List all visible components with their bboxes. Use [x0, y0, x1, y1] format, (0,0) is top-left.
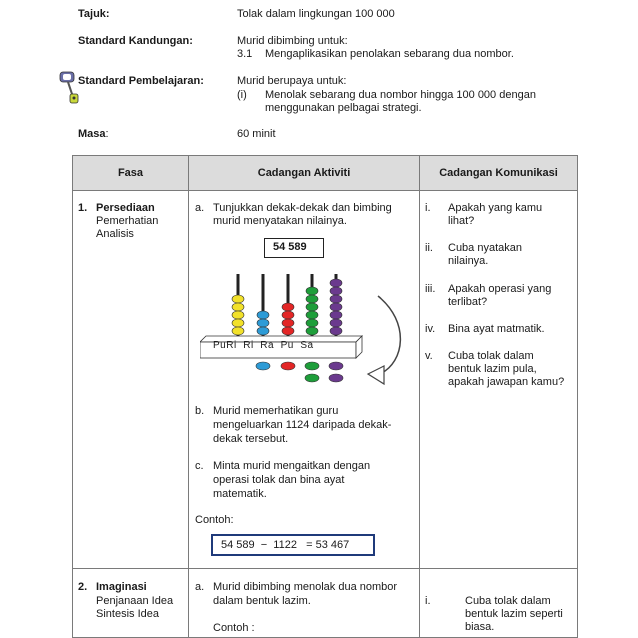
row1-a-line2: murid menyatakan nilainya.: [213, 215, 347, 227]
standard-pembelajaran-label: Standard Pembelajaran:: [78, 75, 204, 87]
row1-c-line3: matematik.: [213, 488, 267, 500]
row2-a-line2: dalam bentuk lazim.: [213, 595, 311, 607]
row1-a-line1: Tunjukkan dekak-dekak dan bimbing: [213, 202, 392, 214]
row1-c-line2: operasi tolak dan bina ayat: [213, 474, 345, 486]
comm-mark: ii.: [425, 242, 433, 254]
removed-bead-ribu: [256, 362, 270, 370]
tajuk-value: Tolak dalam lingkungan 100 000: [237, 8, 395, 20]
abacus-value-box: 54 589: [264, 238, 324, 258]
row1-a-mark: a.: [195, 202, 205, 214]
row2-number: 2.: [78, 581, 88, 593]
comm-line: Apakah operasi yang: [448, 283, 552, 295]
row1-b-mark: b.: [195, 405, 205, 417]
masa-value: 60 minit: [237, 128, 276, 140]
row2-comm-mark: i.: [425, 595, 431, 607]
comm-line: Cuba nyatakan: [448, 242, 522, 254]
row2-comm-line2: bentuk lazim seperti: [465, 608, 563, 620]
comm-mark: v.: [425, 350, 433, 362]
row1-c-mark: c.: [195, 460, 204, 472]
comm-line: Cuba tolak dalam: [448, 350, 534, 362]
masa-label: Masa: [78, 128, 106, 140]
abacus-beads-puluh-ribu: [232, 295, 244, 335]
col-header-fasa: Fasa: [72, 155, 189, 191]
row1-b-line1: Murid memerhatikan guru: [213, 405, 339, 417]
standard-pembelajaran-number: (i): [237, 89, 247, 101]
abacus-beads-puluh: [306, 287, 318, 335]
standard-kandungan-number: 3.1: [237, 48, 253, 60]
row1-c-line1: Minta murid mengaitkan dengan: [213, 460, 371, 472]
comm-mark: i.: [425, 202, 431, 214]
standard-kandungan-line2: Mengaplikasikan penolakan sebarang dua nombor.: [265, 48, 514, 60]
removed-bead-sa: [329, 362, 343, 370]
row1-number: 1.: [78, 202, 88, 214]
row2-comm-line3: biasa.: [465, 621, 495, 633]
row2-sub2: Sintesis Idea: [96, 608, 159, 620]
equation-box: 54 589 − 1122 = 53 467: [211, 534, 375, 556]
comm-mark: iii.: [425, 283, 436, 295]
abacus-beads-sa: [330, 279, 342, 335]
masa-label-group: [78, 128, 109, 140]
abacus-beads-ratus: [282, 303, 294, 335]
removed-bead-puluh: [305, 374, 319, 382]
standard-kandungan-label: Standard Kandungan:: [78, 35, 193, 47]
comm-mark: iv.: [425, 323, 436, 335]
abacus-place-labels: PuRi Ri Ra Pu Sa: [213, 340, 314, 351]
col-header-komunikasi: Cadangan Komunikasi: [419, 155, 578, 191]
standard-kandungan-line1: Murid dibimbing untuk:: [237, 35, 348, 47]
removed-bead-ratus: [281, 362, 295, 370]
standard-pembelajaran-line2b: menggunakan pelbagai strategi.: [265, 102, 422, 114]
row2-comm-line1: Cuba tolak dalam: [465, 595, 551, 607]
removed-bead-puluh: [305, 362, 319, 370]
row2-a-line1: Murid dibimbing menolak dua nombor: [213, 581, 398, 593]
row2-contoh: Contoh :: [213, 622, 255, 634]
abacus: [200, 262, 410, 392]
standard-pembelajaran-line1: Murid berupaya untuk:: [237, 75, 347, 87]
abacus-beads-ribu: [257, 311, 269, 335]
row1-b-line3: dekak tersebut.: [213, 433, 289, 445]
comm-line: nilainya.: [448, 255, 489, 267]
row1-contoh: Contoh:: [195, 514, 234, 526]
row2-sub1: Penjanaan Idea: [96, 595, 174, 607]
removed-bead-sa: [329, 374, 343, 382]
row1-sub1: Pemerhatian: [96, 215, 159, 227]
row1-fasa-cell: [72, 190, 189, 569]
row1-sub2: Analisis: [96, 228, 134, 240]
comm-line: terlibat?: [448, 296, 488, 308]
comm-line: bentuk lazim pula,: [448, 363, 537, 375]
tajuk-label: Tajuk:: [78, 8, 110, 20]
standard-pembelajaran-line2a: Menolak sebarang dua nombor hingga 100 000 dengan: [265, 89, 536, 101]
comm-line: apakah jawapan kamu?: [448, 376, 565, 388]
row1-b-line2: mengeluarkan 1124 daripada dekak-: [213, 419, 392, 431]
curved-arrow-icon: [378, 296, 400, 374]
col-header-aktiviti: Cadangan Aktiviti: [188, 155, 420, 191]
comm-line: Apakah yang kamu: [448, 202, 543, 214]
comm-line: Bina ayat matmatik.: [448, 323, 545, 335]
comm-line: lihat?: [448, 215, 475, 227]
row1-title: Persediaan: [96, 202, 155, 214]
row2-title: Imaginasi: [96, 581, 147, 593]
row2-a-mark: a.: [195, 581, 205, 593]
masa-colon: :: [105, 128, 109, 140]
